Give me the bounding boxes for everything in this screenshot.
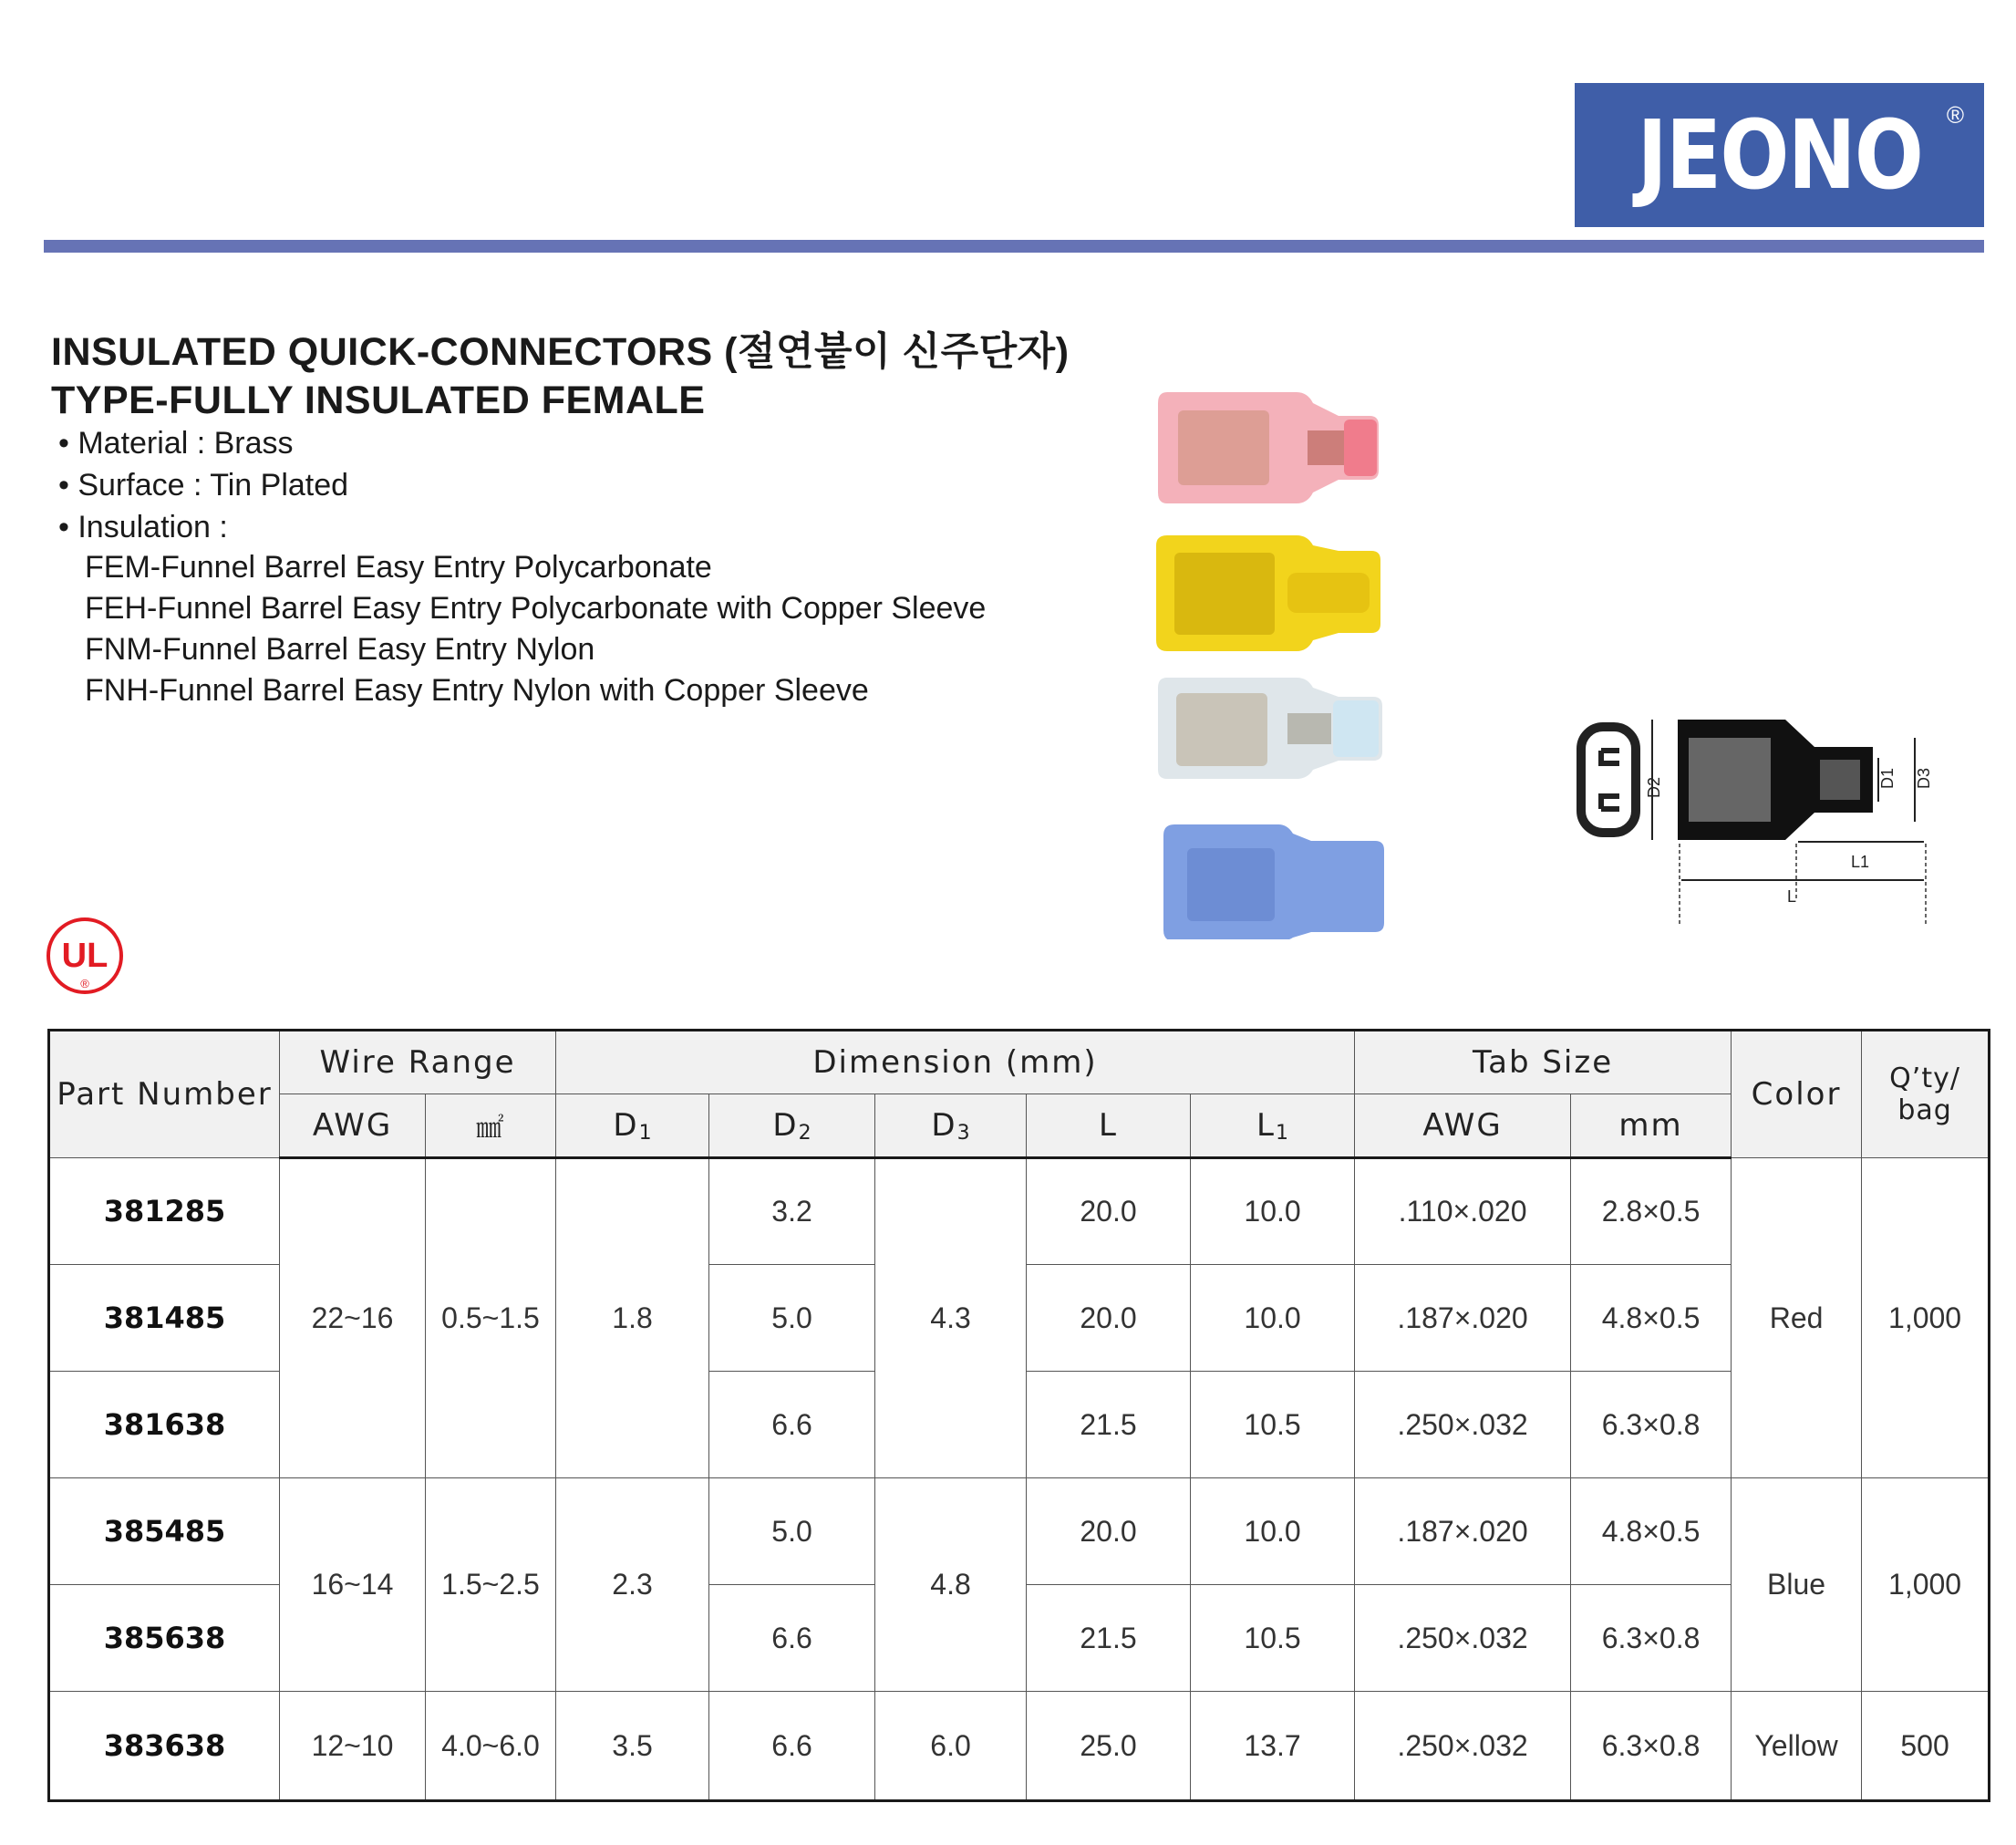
brand-logo — [1575, 83, 1984, 227]
header-part-number: Part Number — [49, 1031, 280, 1158]
dim-d2: 5.0 — [709, 1478, 875, 1585]
header-mm2: ㎟ — [426, 1094, 556, 1158]
dim-d2: 6.6 — [709, 1585, 875, 1692]
header-qty — [1862, 1031, 1990, 1158]
dim-l: 20.0 — [1027, 1265, 1191, 1372]
label-d3: D3 — [1915, 767, 1933, 789]
dim-l1: 10.5 — [1191, 1372, 1355, 1478]
dim-l: 20.0 — [1027, 1158, 1191, 1265]
tab-mm: 6.3×0.8 — [1571, 1585, 1732, 1692]
dim-d1: 2.3 — [556, 1478, 709, 1692]
dim-d2: 6.6 — [709, 1692, 875, 1801]
table-row — [49, 1158, 1990, 1265]
connector-red — [1158, 392, 1379, 503]
tab-mm: 2.8×0.5 — [1571, 1158, 1732, 1265]
registered-mark: ® — [1946, 101, 1964, 129]
header-qty-line2: bag — [1897, 1094, 1952, 1126]
insulation-color: Yellow — [1732, 1692, 1862, 1801]
header-tab-awg: AWG — [1355, 1094, 1571, 1158]
qty-per-bag: 1,000 — [1862, 1158, 1990, 1478]
dim-l: 21.5 — [1027, 1585, 1191, 1692]
header-tab-size: Tab Size — [1355, 1031, 1732, 1094]
tab-awg: .250×.032 — [1355, 1585, 1571, 1692]
ul-registered: ® — [80, 977, 89, 990]
header-l: L — [1027, 1094, 1191, 1158]
header-tab-mm: mm — [1571, 1094, 1732, 1158]
part-number: 381285 — [49, 1158, 280, 1265]
header-d1-sub: 1 — [638, 1121, 652, 1145]
header-qty-line1: Q’ty/ — [1889, 1062, 1960, 1094]
label-l1: L1 — [1851, 853, 1870, 871]
tab-awg: .187×.020 — [1355, 1478, 1571, 1585]
wire-mm2: 0.5~1.5 — [426, 1158, 556, 1478]
dim-d2: 6.6 — [709, 1372, 875, 1478]
tab-awg: .250×.032 — [1355, 1372, 1571, 1478]
label-d2: D2 — [1645, 776, 1663, 798]
insulation-feh: FEH-Funnel Barrel Easy Entry Polycarbonate with Copper Sleeve — [85, 591, 987, 626]
label-d1: D1 — [1878, 767, 1897, 789]
header-d3-sub: 3 — [956, 1121, 970, 1145]
header-dimension: Dimension (mm) — [556, 1031, 1355, 1094]
header-d3-letter: D — [931, 1106, 957, 1144]
header-l1-letter: L — [1256, 1106, 1276, 1144]
dim-l1: 10.0 — [1191, 1265, 1355, 1372]
dim-l: 20.0 — [1027, 1478, 1191, 1585]
dim-l1: 13.7 — [1191, 1692, 1355, 1801]
product-type: TYPE-FULLY INSULATED FEMALE — [51, 378, 706, 422]
specification-table — [47, 1029, 1990, 1802]
part-number: 385638 — [49, 1585, 280, 1692]
dim-d1: 1.8 — [556, 1158, 709, 1478]
header-wire-range: Wire Range — [280, 1031, 556, 1094]
dim-d3: 4.8 — [875, 1478, 1027, 1692]
spec-insulation: • Insulation : — [58, 510, 228, 544]
dim-l1: 10.5 — [1191, 1585, 1355, 1692]
label-l: L — [1787, 887, 1797, 906]
qty-per-bag: 1,000 — [1862, 1478, 1990, 1692]
table-row — [49, 1692, 1990, 1801]
ul-text: UL — [61, 937, 109, 975]
header-rule — [44, 240, 1984, 253]
wire-awg: 16~14 — [280, 1478, 426, 1692]
part-number: 385485 — [49, 1478, 280, 1585]
spec-material: • Material : Brass — [58, 426, 294, 461]
tab-awg: .250×.032 — [1355, 1692, 1571, 1801]
tab-mm: 6.3×0.8 — [1571, 1372, 1732, 1478]
tab-mm: 4.8×0.5 — [1571, 1478, 1732, 1585]
insulation-fem: FEM-Funnel Barrel Easy Entry Polycarbonate — [85, 550, 712, 585]
tab-awg: .110×.020 — [1355, 1158, 1571, 1265]
header-d2 — [709, 1094, 875, 1158]
tab-awg: .187×.020 — [1355, 1265, 1571, 1372]
connector-clear — [1158, 678, 1382, 779]
header-l1 — [1191, 1094, 1355, 1158]
dim-l1: 10.0 — [1191, 1158, 1355, 1265]
wire-awg: 22~16 — [280, 1158, 426, 1478]
connector-yellow — [1156, 535, 1380, 651]
header-awg: AWG — [280, 1094, 426, 1158]
wire-awg: 12~10 — [280, 1692, 426, 1801]
dim-d2: 3.2 — [709, 1158, 875, 1265]
dim-d3: 4.3 — [875, 1158, 1027, 1478]
table-row — [49, 1478, 1990, 1585]
tab-mm: 4.8×0.5 — [1571, 1265, 1732, 1372]
header-d1 — [556, 1094, 709, 1158]
dimension-drawing — [1568, 707, 1988, 926]
wire-mm2: 4.0~6.0 — [426, 1692, 556, 1801]
insulation-fnm: FNM-Funnel Barrel Easy Entry Nylon — [85, 632, 595, 667]
connector-blue — [1163, 824, 1384, 939]
dim-l1: 10.0 — [1191, 1478, 1355, 1585]
insulation-fnh: FNH-Funnel Barrel Easy Entry Nylon with Copper Sleeve — [85, 673, 869, 708]
connector-photo — [1151, 383, 1483, 939]
part-number: 383638 — [49, 1692, 280, 1801]
tab-mm: 6.3×0.8 — [1571, 1692, 1732, 1801]
insulation-color: Red — [1732, 1158, 1862, 1478]
product-title: INSULATED QUICK-CONNECTORS (절연붙이 신주단자) — [51, 330, 1070, 374]
ul-certification-mark — [46, 917, 124, 995]
header-l1-sub: 1 — [1276, 1121, 1288, 1145]
insulation-color: Blue — [1732, 1478, 1862, 1692]
dim-d3: 6.0 — [875, 1692, 1027, 1801]
header-d1-letter: D — [613, 1106, 639, 1144]
header-d2-sub: 2 — [798, 1121, 812, 1145]
dim-l: 25.0 — [1027, 1692, 1191, 1801]
dim-l: 21.5 — [1027, 1372, 1191, 1478]
wire-mm2: 1.5~2.5 — [426, 1478, 556, 1692]
brand-name: JEONO — [1637, 99, 1922, 211]
qty-per-bag: 500 — [1862, 1692, 1990, 1801]
dim-d2: 5.0 — [709, 1265, 875, 1372]
header-d3 — [875, 1094, 1027, 1158]
part-number: 381485 — [49, 1265, 280, 1372]
spec-surface: • Surface : Tin Plated — [58, 468, 349, 503]
header-color: Color — [1732, 1031, 1862, 1158]
dim-d1: 3.5 — [556, 1692, 709, 1801]
part-number: 381638 — [49, 1372, 280, 1478]
header-d2-letter: D — [772, 1106, 799, 1144]
